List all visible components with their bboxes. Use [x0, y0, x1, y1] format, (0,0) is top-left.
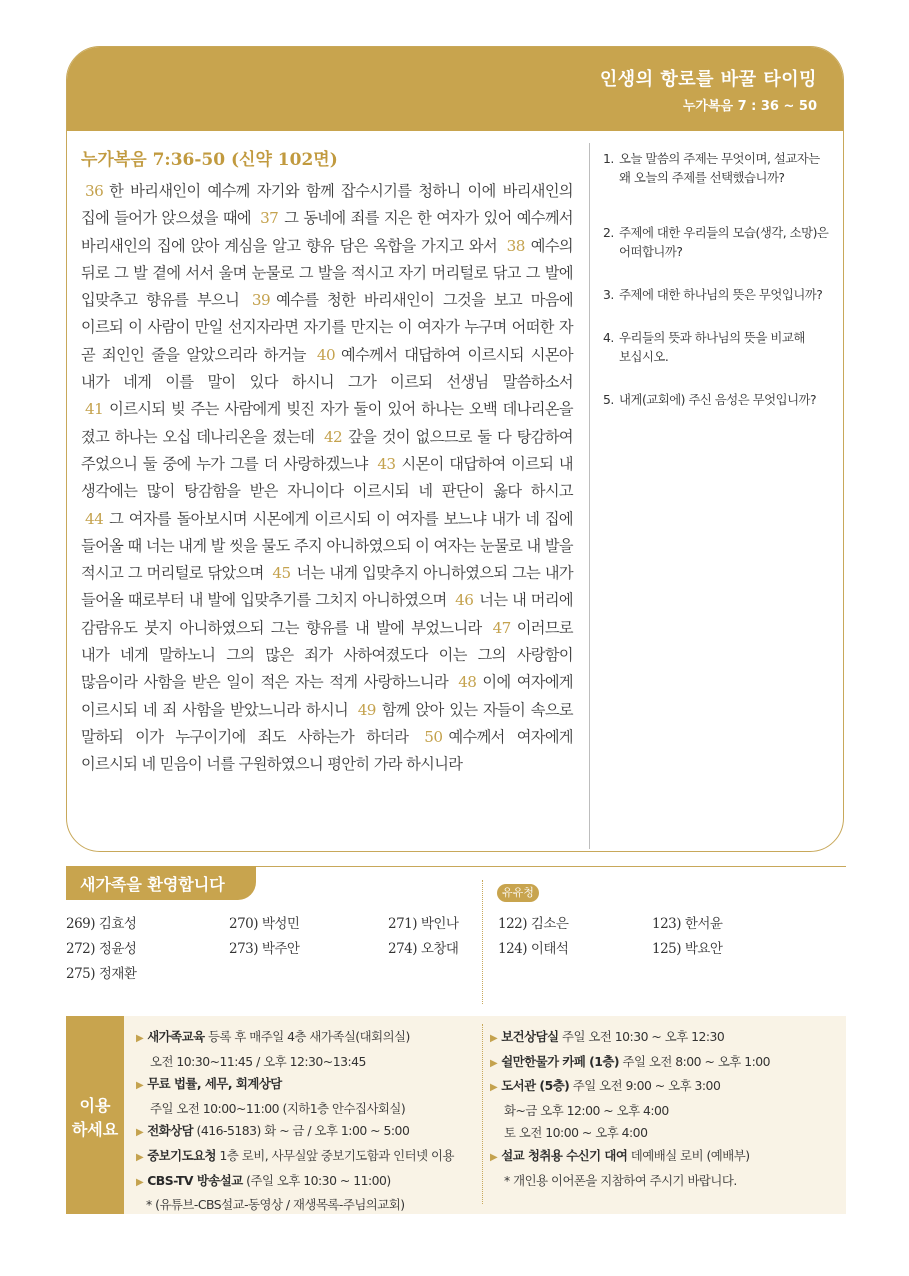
welcome-title: 새가족을 환영합니다 — [66, 866, 256, 900]
passage-title: 누가복음 7:36-50 (신약 102면) — [81, 150, 338, 170]
verse-text: 예수의 뒤로 그 발 곁에 서서 울며 눈물로 그 발을 적시고 자기 머리털로 닦고 그 발에 입맞추고 향유를 부으니 — [81, 236, 573, 310]
verse-number: 44 — [85, 509, 104, 528]
info-item-library: ▶ 도서관 (5층) 주일 오전 9:00 ~ 오후 3:00 — [490, 1078, 721, 1094]
verse-text: 함께 앉아 있는 자들이 속으로 말하되 이가 누구이기에 죄도 사하는가 하더라 — [81, 700, 573, 746]
triangle-right-icon: ▶ — [136, 1033, 144, 1044]
triangle-right-icon: ▶ — [136, 1176, 144, 1188]
info-detail: 오전 10:30~11:45 / 오후 12:30~13:45 — [150, 1053, 366, 1069]
member-name: 272) 정윤성 — [66, 941, 137, 957]
triangle-right-icon: ▶ — [490, 1082, 498, 1094]
info-item-newfamily: ▶ 새가족교육 등록 후 매주일 4층 새가족실(대회의실) — [136, 1029, 410, 1044]
question-item — [603, 328, 837, 366]
verse-text: 예수를 청한 바리새인이 그것을 보고 마음에 이르되 이 사람이 만일 선지자라면 자기를 만지는 이 여자가 누구며 어떠한 자 곧 죄인인 줄을 알았으리라 하거늘 — [81, 291, 574, 364]
verse-text: 시몬이 대답하여 이르되 내 생각에는 많이 탕감함을 받은 자니이다 이르시되 네 판단이 옳다 하시고 — [81, 454, 573, 501]
verse-number: 36 — [85, 182, 104, 200]
welcome-divider — [482, 880, 483, 1004]
question-text: 우리들의 뜻과 하나님의 뜻을 비교해 보십시오. — [619, 330, 805, 364]
verse-number: 41 — [85, 400, 104, 419]
question-number: 3. — [603, 287, 614, 302]
question-item — [603, 390, 837, 409]
triangle-right-icon: ▶ — [136, 1080, 144, 1092]
verse-number: 48 — [458, 673, 477, 692]
verse-number: 47 — [492, 618, 511, 637]
member-name: 273) 박주안 — [229, 941, 300, 957]
verse-number: 37 — [260, 209, 279, 228]
info-left-column — [136, 1026, 476, 1217]
triangle-right-icon: ▶ — [490, 1033, 498, 1044]
verse-number: 46 — [455, 591, 474, 610]
verse-number: 39 — [251, 291, 271, 310]
youth-name: 122) 김소은 — [498, 916, 569, 932]
sermon-reference: 누가복음 7 : 36 ~ 50 — [682, 99, 817, 114]
member-name: 270) 박성민 — [229, 916, 300, 932]
member-name: 275) 정재환 — [66, 966, 137, 982]
sermon-card — [66, 46, 844, 852]
discussion-questions — [603, 149, 837, 409]
verse-text: 너는 내 머리에 감람유도 붓지 아니하였으되 그는 향유를 내 발에 부었느니라 — [81, 591, 573, 637]
member-name: 269) 김효성 — [66, 916, 137, 932]
question-item — [603, 285, 837, 304]
question-text: 오늘 말씀의 주제는 무엇이며, 설교자는 왜 오늘의 주제를 선택했습니까? — [619, 151, 820, 185]
info-detail: 토 오전 10:00 ~ 오후 4:00 — [504, 1125, 648, 1141]
info-item-broadcast: ▶ CBS-TV 방송설교 (주일 오후 10:30 ~ 11:00) — [136, 1172, 391, 1188]
verse-text: 한 바리새인이 예수께 자기와 함께 잡수시기를 청하니 이에 바리새인의 집에 들어가 앉으셨을 때에 — [81, 182, 573, 228]
verse-text: 이러므로 내가 네게 말하노니 그의 많은 죄가 사하여졌도다 이는 그의 사랑함이 많음이라 사함을 받은 일이 적은 자는 적게 사랑하느니라 — [81, 618, 574, 692]
youth-name: 125) 박요안 — [652, 941, 723, 957]
youth-name: 123) 한서윤 — [652, 916, 723, 932]
info-note: * 개인용 이어폰을 지참하여 주시기 바랍니다. — [504, 1172, 737, 1188]
verse-number: 49 — [357, 700, 376, 719]
verse-number: 43 — [377, 454, 396, 473]
verse-number: 38 — [506, 236, 525, 255]
info-detail: 주일 오전 10:00~11:00 (지하1층 안수집사회실) — [150, 1100, 406, 1116]
question-item — [603, 149, 837, 187]
scripture-section — [81, 145, 573, 779]
sermon-title: 인생의 항로를 바꿀 타이밍 — [599, 69, 817, 90]
verse-number: 42 — [323, 427, 343, 446]
verse-text: 그 동네에 죄를 지은 한 여자가 있어 예수께서 바리새인의 집에 앉아 계심을 알고 향유 담은 옥합을 가지고 와서 — [81, 209, 573, 255]
question-text: 주제에 대한 우리들의 모습(생각, 소망)은 어떠합니까? — [619, 225, 829, 259]
verse-number: 50 — [424, 727, 443, 746]
info-note: * (유튜브-CBS설교-동영상 / 재생목록-주님의교회) — [146, 1197, 405, 1213]
info-item-receiver: ▶ 설교 청취용 수신기 대여 데예배실 로비 (예배부) — [490, 1147, 750, 1163]
member-name: 274) 오창대 — [388, 941, 459, 957]
verse-text: 예수께서 대답하여 이르시되 시몬아 내가 네게 이를 말이 있다 하시니 그가 이르되 선생님 말씀하소서 — [81, 345, 573, 392]
verse-text: 그 여자를 돌아보시며 시몬에게 이르시되 이 여자를 보느냐 내가 네 집에 들어올 때 너는 내게 발 씻을 물도 주지 아니하였으되 이 여자는 눈물로 내 발을 적시고 그 머리털로 닦았으며 — [81, 509, 573, 583]
verse-text: 너는 내게 입맞추지 아니하였으되 그는 내가 들어올 때로부터 내 발에 입맞추기를 그치지 아니하였으며 — [81, 564, 573, 610]
info-item-prayer: ▶ 중보기도요청 1층 로비, 사무실앞 중보기도함과 인터넷 이용 — [136, 1147, 454, 1163]
verse-number: 45 — [272, 564, 291, 583]
info-item-health: ▶ 보건상담실 주일 오전 10:30 ~ 오후 12:30 — [490, 1029, 725, 1044]
verse-text: 예수께서 여자에게 이르시되 네 믿음이 너를 구원하였으니 평안히 가라 하시니라 — [81, 727, 573, 774]
question-text: 내게(교회에) 주신 음성은 무엇입니까? — [619, 392, 817, 407]
question-number: 4. — [603, 330, 614, 345]
verse-text: 이에 여자에게 이르시되 네 죄 사함을 받았느니라 하시니 — [81, 673, 574, 719]
youth-badge: 유유청 — [497, 884, 539, 902]
question-number: 1. — [603, 151, 614, 166]
verse-text: 갚을 것이 없으므로 둘 다 탕감하여 주었으니 둘 중에 누가 그를 더 사랑하겠느냐 — [81, 427, 573, 473]
column-divider — [589, 143, 590, 849]
question-item — [603, 223, 837, 261]
triangle-right-icon: ▶ — [490, 1057, 498, 1069]
info-detail: 화~금 오후 12:00 ~ 오후 4:00 — [504, 1102, 669, 1118]
card-header — [67, 47, 843, 131]
info-item-consult: ▶ 무료 법률, 세무, 회계상담 — [136, 1076, 282, 1092]
verse-text: 이르시되 빚 주는 사람에게 빚진 자가 둘이 있어 하나는 오백 데나리온을 졌고 하나는 오십 데나리온을 졌는데 — [81, 400, 573, 446]
passage-text — [81, 178, 573, 779]
info-label: 이용 하세요 — [66, 1016, 124, 1214]
info-item-phone: ▶ 전화상담 (416-5183) 화 ~ 금 / 오후 1:00 ~ 5:00 — [136, 1123, 410, 1139]
question-number: 5. — [603, 392, 614, 407]
info-item-cafe: ▶ 쉴만한물가 카페 (1층) 주일 오전 8:00 ~ 오후 1:00 — [490, 1053, 771, 1069]
triangle-right-icon: ▶ — [136, 1151, 144, 1163]
triangle-right-icon: ▶ — [490, 1151, 498, 1163]
verse-number: 40 — [316, 345, 336, 364]
triangle-right-icon: ▶ — [136, 1127, 144, 1139]
question-text: 주제에 대한 하나님의 뜻은 무엇입니까? — [619, 287, 823, 302]
question-number: 2. — [603, 225, 614, 240]
info-divider — [482, 1024, 483, 1204]
info-right-column — [490, 1026, 836, 1192]
member-name: 271) 박인나 — [388, 916, 459, 932]
youth-name: 124) 이태석 — [498, 941, 569, 957]
